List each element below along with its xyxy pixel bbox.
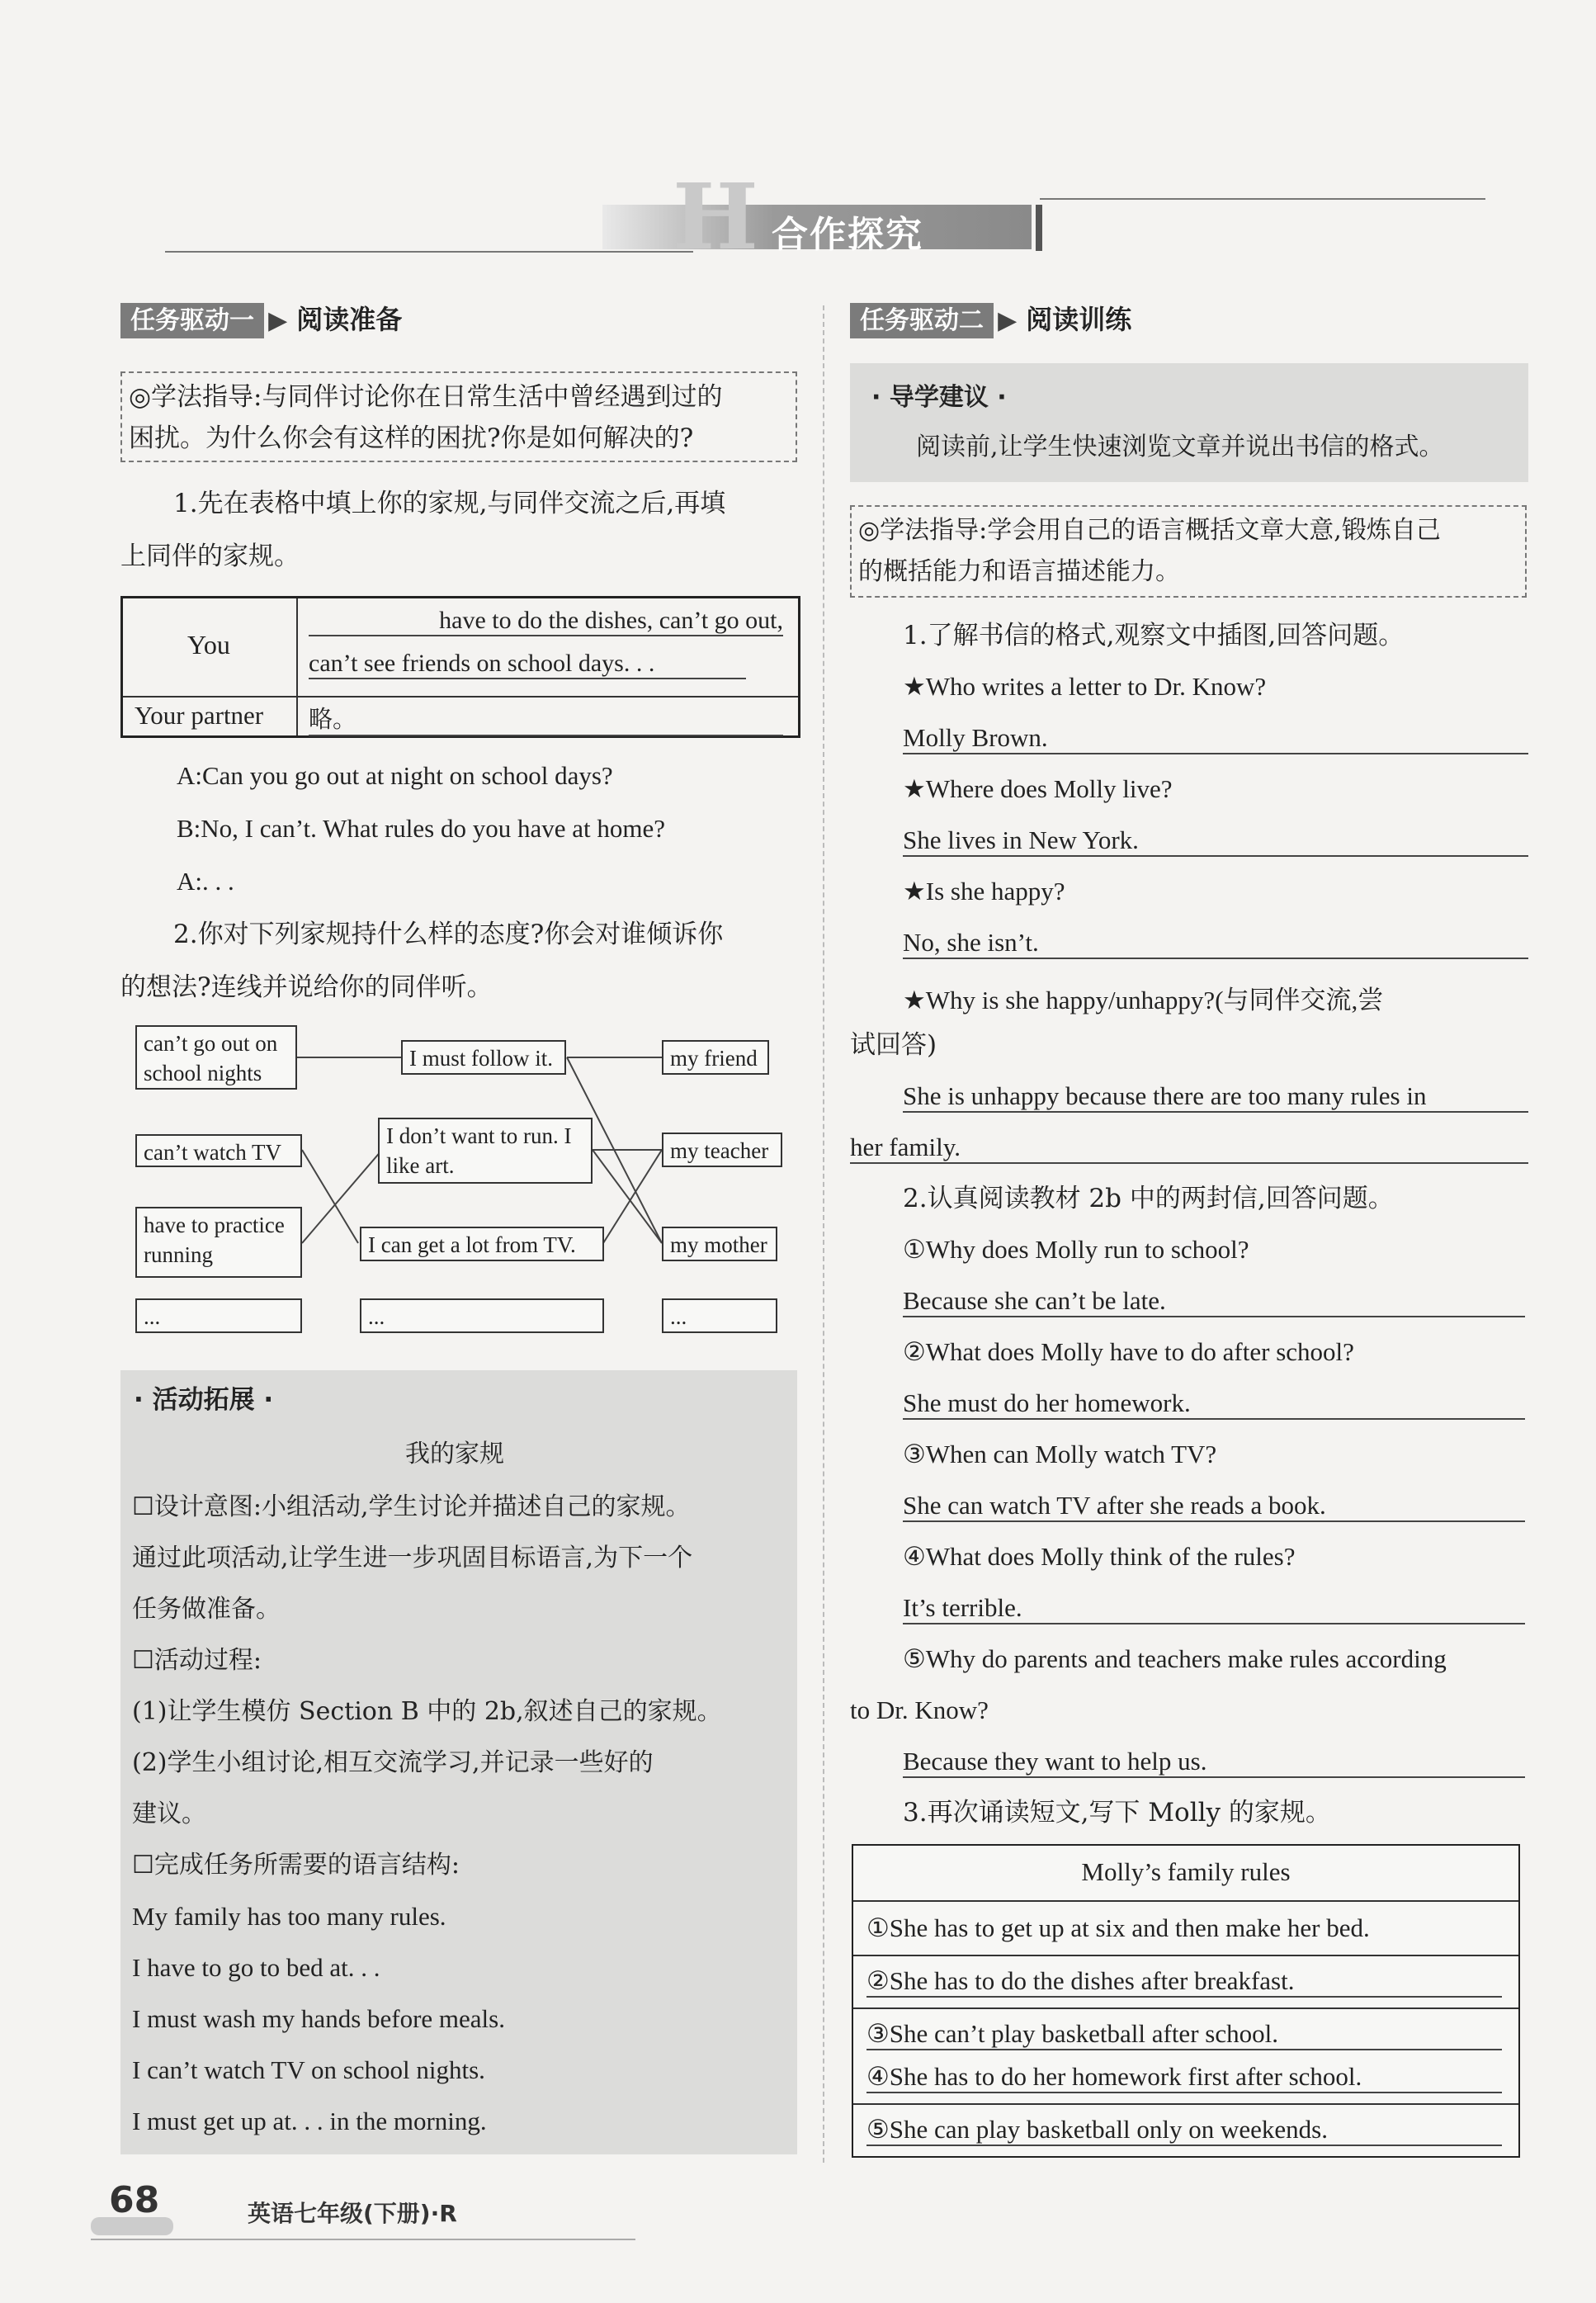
right-q1: 1.了解书信的格式,观察文中插图,回答问题。 bbox=[903, 621, 1405, 650]
activity-line-4: ☐活动过程: bbox=[132, 1646, 262, 1675]
left-q2-line1: 2.你对下列家规持什么样的态度?你会对谁倾诉你 bbox=[173, 920, 724, 949]
left-q2-line2: 的想法?连线并说给你的同伴听。 bbox=[120, 972, 493, 1002]
qa2-q4: ④What does Molly think of the rules? bbox=[903, 1542, 1296, 1571]
why-question-line1: ★Why is she happy/unhappy?(与同伴交流,尝 bbox=[903, 986, 1384, 1014]
why-answer-line2[interactable]: her family. bbox=[850, 1133, 1528, 1164]
person-teacher: my teacher bbox=[662, 1133, 782, 1167]
header-bar bbox=[1036, 205, 1042, 251]
activity-line-13: I must get up at. . . in the morning. bbox=[132, 2107, 487, 2135]
qa1-a3[interactable]: No, she isn’t. bbox=[903, 928, 1528, 959]
task2-heading: 任务驱动二 ▶ 阅读训练 bbox=[850, 299, 1131, 337]
activity-line-9: My family has too many rules. bbox=[132, 1902, 446, 1931]
molly-rules-table bbox=[852, 1844, 1520, 2158]
qa2-q3: ③When can Molly watch TV? bbox=[903, 1440, 1217, 1468]
header-rule-left bbox=[165, 251, 693, 253]
q5-line1: ⑤Why do parents and teachers make rules according bbox=[903, 1644, 1447, 1673]
rule-blank[interactable]: ... bbox=[135, 1298, 302, 1333]
column-divider bbox=[823, 305, 824, 2163]
activity-title: · 活动拓展 · bbox=[134, 1385, 274, 1415]
qa1-q2: ★Where does Molly live? bbox=[903, 774, 1173, 803]
why-question-line2: 试回答) bbox=[850, 1030, 937, 1060]
right-q2: 2.认真阅读教材 2b 中的两封信,回答问题。 bbox=[903, 1184, 1394, 1213]
suggest-box bbox=[850, 363, 1528, 482]
activity-line-8: ☐完成任务所需要的语言结构: bbox=[132, 1851, 460, 1880]
family-rules-table bbox=[120, 596, 800, 738]
rule-go-out: can’t go out on school nights bbox=[135, 1025, 297, 1090]
left-guide-box bbox=[120, 371, 797, 462]
activity-line-11: I must wash my hands before meals. bbox=[132, 2004, 505, 2033]
left-guide-line1: ◎学法指导:与同伴讨论你在日常生活中曾经遇到过的 bbox=[129, 382, 723, 412]
qa1-q3: ★Is she happy? bbox=[903, 877, 1065, 906]
molly-rule-2[interactable]: ②She has to do the dishes after breakfast. bbox=[866, 1966, 1502, 1998]
molly-table-title: Molly’s family rules bbox=[1081, 1857, 1291, 1886]
qa2-a4[interactable]: It’s terrible. bbox=[903, 1593, 1525, 1624]
why-answer-line1[interactable]: She is unhappy because there are too many rules in bbox=[903, 1081, 1528, 1113]
page-number: 68 bbox=[109, 2179, 160, 2221]
suggest-title: · 导学建议 · bbox=[871, 383, 1007, 412]
right-guide-box bbox=[850, 505, 1527, 598]
person-mother: my mother bbox=[662, 1227, 777, 1261]
attitude-follow: I must follow it. bbox=[401, 1040, 566, 1075]
activity-line-7: 建议。 bbox=[132, 1799, 206, 1828]
you-line1[interactable]: have to do the dishes, can’t go out, bbox=[309, 607, 783, 636]
q5-line2: to Dr. Know? bbox=[850, 1695, 989, 1724]
qa2-a2[interactable]: She must do her homework. bbox=[903, 1388, 1525, 1420]
partner-label: Your partner bbox=[135, 701, 264, 730]
dialog-a1: A:Can you go out at night on school days? bbox=[177, 761, 613, 790]
molly-rule-3[interactable]: ③She can’t play basketball after school. bbox=[866, 2019, 1502, 2050]
partner-value[interactable]: 略。 bbox=[309, 701, 783, 736]
activity-subtitle: 我的家规 bbox=[405, 1440, 504, 1468]
task1-heading: 任务驱动一 ▶ 阅读准备 bbox=[120, 299, 402, 337]
activity-line-5: (1)让学生模仿 Section B 中的 2b,叙述自己的家规。 bbox=[132, 1697, 722, 1726]
activity-line-6: (2)学生小组讨论,相互交流学习,并记录一些好的 bbox=[132, 1748, 654, 1777]
suggest-text: 阅读前,让学生快速浏览文章并说出书信的格式。 bbox=[916, 433, 1444, 461]
rule-practice: have to practice running bbox=[135, 1207, 302, 1278]
left-q1-line1: 1.先在表格中填上你的家规,与同伴交流之后,再填 bbox=[173, 489, 726, 518]
qa1-a2[interactable]: She lives in New York. bbox=[903, 825, 1528, 857]
left-guide-line2: 困扰。为什么你会有这样的困扰?你是如何解决的? bbox=[129, 423, 694, 453]
qa2-q1: ①Why does Molly run to school? bbox=[903, 1235, 1249, 1264]
header-rule-right bbox=[1040, 198, 1485, 200]
book-title: 英语七年级(下册)·R bbox=[248, 2200, 457, 2227]
right-guide-line1: ◎学法指导:学会用自己的语言概括文章大意,锻炼自己 bbox=[858, 516, 1441, 545]
you-label: You bbox=[187, 630, 230, 660]
attitude-blank[interactable]: ... bbox=[360, 1298, 604, 1333]
task1-badge: 任务驱动一 bbox=[120, 303, 264, 338]
right-q3: 3.再次诵读短文,写下 Molly 的家规。 bbox=[903, 1798, 1331, 1828]
left-q1-line2: 上同伴的家规。 bbox=[120, 541, 300, 571]
qa1-a1[interactable]: Molly Brown. bbox=[903, 723, 1528, 754]
right-guide-line2: 的概括能力和语言描述能力。 bbox=[858, 557, 1180, 586]
qa2-a3[interactable]: She can watch TV after she reads a book. bbox=[903, 1491, 1525, 1522]
activity-line-2: 通过此项活动,让学生进一步巩固目标语言,为下一个 bbox=[132, 1544, 693, 1572]
person-friend: my friend bbox=[662, 1040, 769, 1075]
matching-exercise bbox=[120, 1022, 797, 1352]
activity-line-10: I have to go to bed at. . . bbox=[132, 1953, 380, 1982]
activity-line-12: I can’t watch TV on school nights. bbox=[132, 2055, 485, 2084]
attitude-tv: I can get a lot from TV. bbox=[360, 1227, 604, 1261]
dialog-b1: B:No, I can’t. What rules do you have at home? bbox=[177, 814, 665, 843]
attitude-art: I don’t want to run. I like art. bbox=[378, 1118, 593, 1184]
dialog-a2: A:. . . bbox=[177, 867, 234, 896]
task2-badge: 任务驱动二 bbox=[850, 303, 994, 338]
molly-rule-1: ①She has to get up at six and then make her bed. bbox=[866, 1913, 1370, 1942]
qa1-q1: ★Who writes a letter to Dr. Know? bbox=[903, 672, 1267, 701]
activity-line-1: ☐设计意图:小组活动,学生讨论并描述自己的家规。 bbox=[132, 1492, 691, 1521]
task1-title: 阅读准备 bbox=[296, 304, 403, 335]
you-line2[interactable]: can’t see friends on school days. . . bbox=[309, 650, 746, 679]
rule-watch-tv: can’t watch TV bbox=[135, 1134, 302, 1167]
qa2-a1[interactable]: Because she can’t be late. bbox=[903, 1286, 1525, 1317]
q5-answer[interactable]: Because they want to help us. bbox=[903, 1747, 1525, 1778]
qa2-q2: ②What does Molly have to do after school? bbox=[903, 1337, 1354, 1366]
activity-box bbox=[120, 1370, 797, 2154]
activity-line-3: 任务做准备。 bbox=[132, 1595, 281, 1624]
task2-title: 阅读训练 bbox=[1026, 304, 1132, 335]
molly-rule-5[interactable]: ⑤She can play basketball only on weekends. bbox=[866, 2115, 1502, 2146]
footer-rule bbox=[91, 2239, 635, 2240]
section-header bbox=[165, 163, 1485, 270]
person-blank[interactable]: ... bbox=[662, 1298, 777, 1333]
header-title: 合作探究 bbox=[772, 214, 923, 256]
header-letter: H bbox=[673, 163, 758, 270]
molly-rule-4[interactable]: ④She has to do her homework first after school. bbox=[866, 2062, 1502, 2093]
